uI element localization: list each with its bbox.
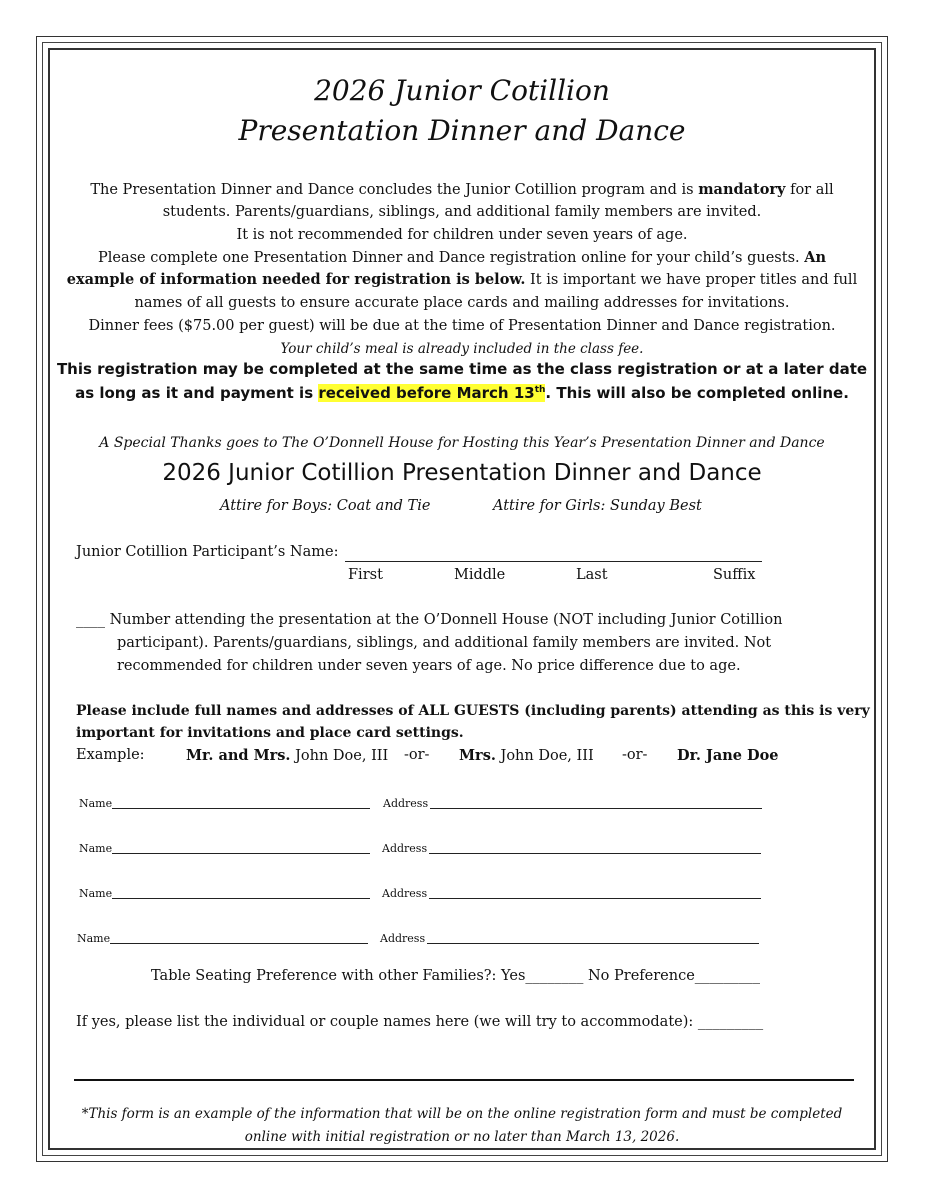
last-caption: Last	[576, 567, 608, 583]
guests-line-2: important for invitations and place card settings.	[76, 725, 464, 741]
attire-girls: Attire for Girls: Sunday Best	[493, 498, 702, 514]
thanks-line: A Special Thanks goes to The O’Donnell House for Hosting this Year’s Presentation Dinner and Dance	[99, 435, 825, 451]
first-caption: First	[348, 567, 383, 583]
name-label: Name	[79, 797, 113, 810]
intro-line-8: Your child’s meal is already included in the class fee.	[280, 341, 644, 357]
address-label: Address	[383, 797, 429, 810]
attending-line-3: recommended for children under seven years of age. No price difference due to age.	[117, 658, 741, 674]
section-divider	[74, 1079, 854, 1081]
participant-name-field[interactable]	[345, 561, 762, 562]
or-separator: -or-	[404, 747, 430, 763]
example-1	[186, 747, 388, 764]
notice-text: as long as it and payment is	[75, 384, 319, 402]
attire-boys: Attire for Boys: Coat and Tie	[220, 498, 431, 514]
name-label: Name	[77, 932, 111, 945]
intro-line-7: Dinner fees ($75.00 per guest) will be due at the time of Presentation Dinner and Dance registration.	[88, 318, 836, 334]
address-label: Address	[380, 932, 426, 945]
mandatory-text: mandatory	[698, 181, 786, 198]
address-field[interactable]	[427, 943, 759, 944]
footer-line-2: online with initial registration or no later than March 13, 2026.	[244, 1129, 680, 1145]
example-2	[459, 747, 594, 764]
notice-line-2	[48, 384, 876, 402]
address-label: Address	[382, 887, 428, 900]
suffix-caption: Suffix	[713, 567, 756, 583]
deadline-text: received before March 13	[318, 384, 535, 402]
address-field[interactable]	[429, 898, 761, 899]
example-name: John Doe, III	[495, 748, 594, 764]
intro-line-6: names of all guests to ensure accurate place cards and mailing addresses for invitations.	[134, 295, 790, 311]
deadline-highlight	[318, 384, 545, 402]
name-label: Name	[79, 887, 113, 900]
example-title: Mrs.	[459, 747, 496, 764]
seating-preference[interactable]: Table Seating Preference with other Families?: Yes________ No Preference_________	[151, 968, 761, 984]
example-3: Dr. Jane Doe	[677, 747, 779, 764]
intro-line-2: students. Parents/guardians, siblings, and additional family members are invited.	[162, 204, 762, 220]
example-title: Mr. and Mrs.	[186, 747, 291, 764]
guests-line-1: Please include full names and addresses of ALL GUESTS (including parents) attending as this is very	[76, 703, 870, 719]
intro-text: It is important we have proper titles and full	[525, 272, 858, 288]
intro-line-3: It is not recommended for children under seven years of age.	[236, 227, 688, 243]
event-heading: 2026 Junior Cotillion Presentation Dinner and Dance	[162, 460, 762, 486]
example-name: John Doe, III	[290, 748, 389, 764]
attending-line-1	[76, 612, 782, 628]
name-field[interactable]	[112, 853, 370, 854]
attending-line-2: participant). Parents/guardians, siblings, and additional family members are invited. Not	[117, 635, 772, 651]
or-separator: -or-	[622, 747, 648, 763]
name-field[interactable]	[112, 898, 370, 899]
deadline-superscript: th	[534, 385, 546, 395]
intro-bold-text: example of information needed for registration is below.	[66, 271, 526, 288]
notice-text: . This will also be completed online.	[545, 384, 849, 402]
name-field[interactable]	[112, 808, 370, 809]
footer-line-1: *This form is an example of the information that will be on the online registration form and must be completed	[81, 1106, 843, 1122]
title-line-1: 2026 Junior Cotillion	[314, 74, 610, 107]
attending-count-field[interactable]: ____	[76, 612, 105, 628]
example-label: Example:	[76, 747, 145, 763]
name-field[interactable]	[110, 943, 368, 944]
intro-text: The Presentation Dinner and Dance concludes the Junior Cotillion program and is	[90, 182, 699, 198]
address-field[interactable]	[429, 853, 761, 854]
attending-text: Number attending the presentation at the O’Donnell House (NOT including Junior Cotillion	[105, 612, 783, 628]
intro-text: Please complete one Presentation Dinner and Dance registration online for your child’s guests.	[97, 250, 805, 266]
intro-line-5	[48, 269, 876, 291]
address-field[interactable]	[430, 808, 762, 809]
participant-name-label: Junior Cotillion Participant’s Name:	[76, 544, 339, 560]
intro-text: for all	[785, 182, 834, 198]
middle-caption: Middle	[454, 567, 506, 583]
seating-names-request[interactable]: If yes, please list the individual or couple names here (we will try to accommodate): _________	[76, 1014, 764, 1030]
intro-line-1	[48, 179, 876, 201]
name-label: Name	[79, 842, 113, 855]
intro-bold-text: An	[804, 249, 827, 266]
address-label: Address	[382, 842, 428, 855]
notice-line-1: This registration may be completed at the same time as the class registration or at a later date	[56, 360, 868, 378]
title-line-2: Presentation Dinner and Dance	[238, 114, 686, 147]
intro-line-4	[48, 247, 876, 269]
